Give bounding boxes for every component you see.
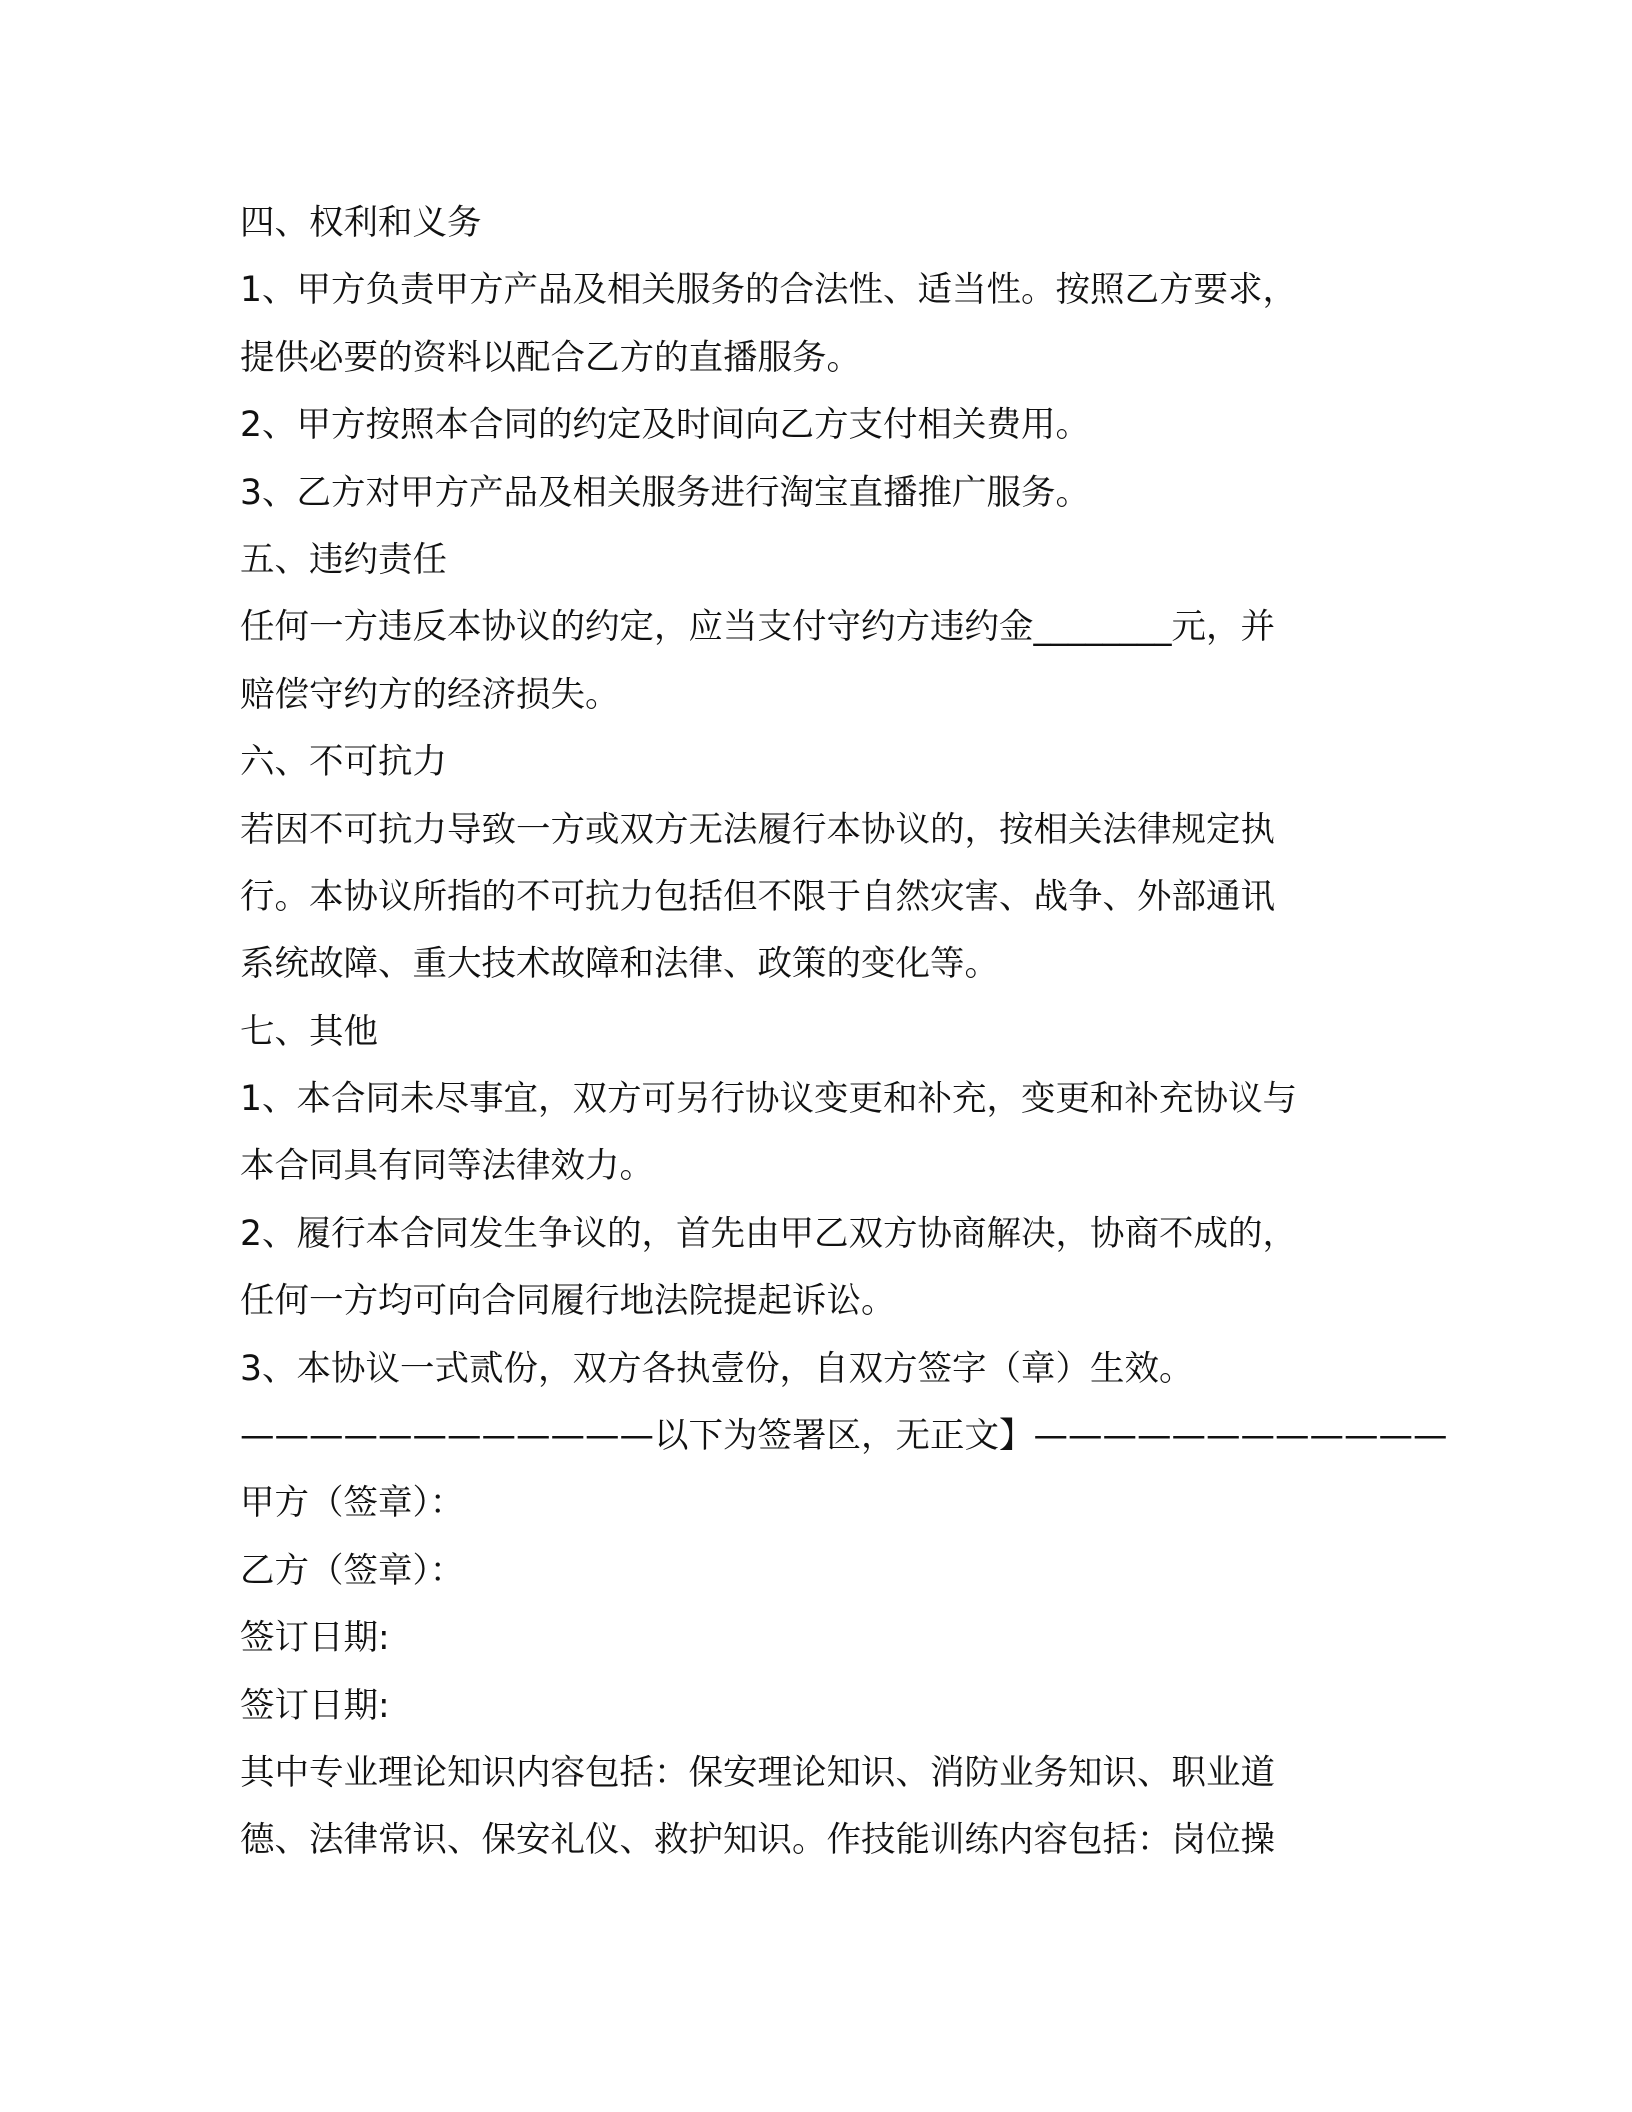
paragraph-line: 德、法律常识、保安礼仪、救护知识。作技能训练内容包括：岗位操	[240, 1820, 1275, 1861]
party-b-signature-label: 乙方（签章）：	[240, 1550, 465, 1591]
section-heading-other: 七、其他	[240, 1011, 378, 1052]
paragraph-line: 提供必要的资料以配合乙方的直播服务。	[240, 337, 861, 378]
document-body	[240, 190, 1448, 1875]
paragraph-line: 若因不可抗力导致一方或双方无法履行本协议的，按相关法律规定执	[240, 809, 1275, 850]
paragraph-line: 1、本合同未尽事宜，双方可另行协议变更和补充，变更和补充协议与	[240, 1079, 1297, 1120]
paragraph-line: 3、乙方对甲方产品及相关服务进行淘宝直播推广服务。	[240, 472, 1090, 513]
section-heading-liability: 五、违约责任	[240, 539, 447, 580]
paragraph-line: 任何一方违反本协议的约定，应当支付守约方违约金________元，并	[240, 607, 1275, 648]
signing-date-label: 签订日期:	[240, 1685, 390, 1726]
paragraph-line: 系统故障、重大技术故障和法律、政策的变化等。	[240, 944, 999, 985]
paragraph-line: 赔偿守约方的经济损失。	[240, 674, 620, 715]
paragraph-line: 其中专业理论知识内容包括：保安理论知识、消防业务知识、职业道	[240, 1752, 1275, 1793]
party-a-signature-label: 甲方（签章）：	[240, 1483, 465, 1524]
signing-date-label: 签订日期:	[240, 1618, 390, 1659]
signature-divider: ————————————以下为签署区，无正文】————————————	[240, 1416, 1448, 1457]
section-heading-force-majeure: 六、不可抗力	[240, 742, 447, 783]
section-heading-rights: 四、权利和义务	[240, 203, 482, 243]
paragraph-line: 2、履行本合同发生争议的，首先由甲乙双方协商解决，协商不成的，	[240, 1213, 1297, 1254]
paragraph-line: 本合同具有同等法律效力。	[240, 1146, 654, 1187]
paragraph-line: 2、甲方按照本合同的约定及时间向乙方支付相关费用。	[240, 405, 1090, 446]
paragraph-line: 3、本协议一式贰份，双方各执壹份，自双方签字（章）生效。	[240, 1348, 1194, 1389]
paragraph-line: 1、甲方负责甲方产品及相关服务的合法性、适当性。按照乙方要求，	[240, 270, 1297, 311]
paragraph-line: 行。本协议所指的不可抗力包括但不限于自然灾害、战争、外部通讯	[240, 876, 1275, 917]
paragraph-line: 任何一方均可向合同履行地法院提起诉讼。	[240, 1281, 896, 1322]
